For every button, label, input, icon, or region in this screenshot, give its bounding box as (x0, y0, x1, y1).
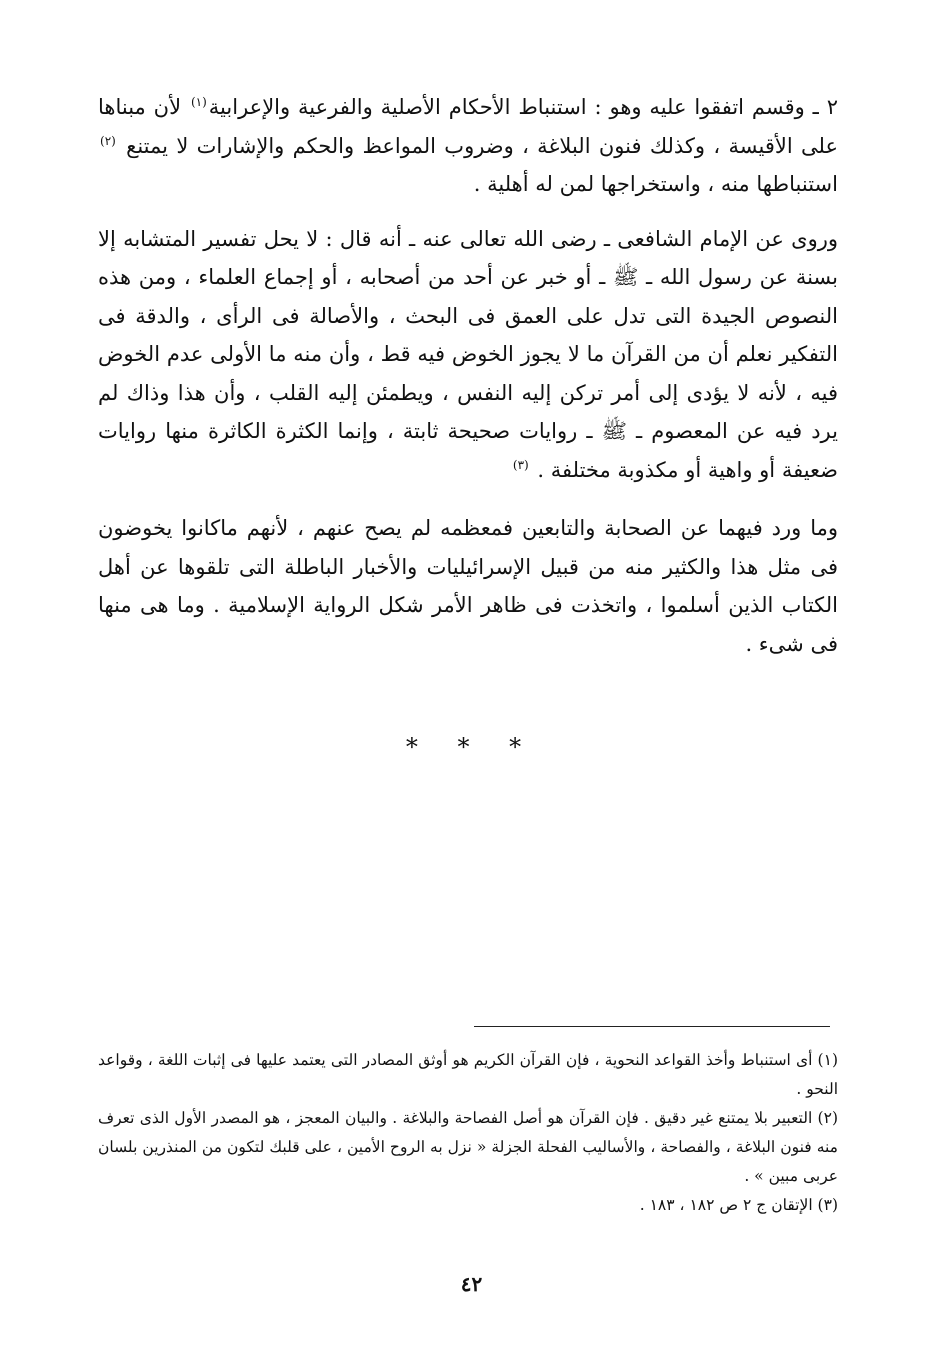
footnotes (98, 1046, 838, 1220)
footnote-ref-3: (٣) (512, 457, 529, 472)
paragraph-2 (98, 220, 838, 490)
paragraph-3-text: وما ورد فيهما عن الصحابة والتابعين فمعظمه لم يصح عنهم ، لأنهم ماكانوا يخوضون فى مثل هذا والكثير منه من قبيل الإسرائيليات والأخبار الباطلة التى تلقوها عن أهل الكتاب الذين أسلموا ، واتخذت فى ظاهر الأمر شكل الرواية الإسلامية . وما هى منها فى شىء . (98, 516, 838, 656)
paragraph-1-text-c: استنباطها منه ، واستخراجها لمن له أهلية . (473, 172, 838, 196)
footnote-ref-2: (٢) (100, 133, 116, 148)
paragraph-1-text-a: ٢ ـ وقسم اتفقوا عليه وهو : استنباط الأحكام الأصلية والفرعية والإعرابية (208, 95, 838, 119)
paragraph-1 (98, 88, 838, 204)
footnote-3: (٣) الإتقان ج ٢ ص ١٨٢ ، ١٨٣ . (639, 1196, 838, 1214)
footnote-ref-1: (١) (190, 95, 207, 109)
paragraph-2-text: وروى عن الإمام الشافعى ـ رضى الله تعالى عنه ـ أنه قال : لا يحل تفسير المتشابه إلا بسنة عن رسول الله ـ ﷺ ـ أو خبر عن أحد من أصحابه ، أو إجماع العلماء ، ومن هذه النصوص الجيدة التى تدل على العمق فى البحث ، والأصالة فى الرأى ، والدقة فى التفكير نعلم أن من القرآن ما لا يجوز الخوض فيه قط ، وأن منه ما الأولى عدم الخوض فيه ، لأنه لا يؤدى إلى أمر تركن إليه النفس ، ويطمئن إليه القلب ، وأن هذا وذاك لم يرد فيه عن المعصوم ـ ﷺ ـ روايات صحيحة ثابتة ، وإنما الكثرة الكاثرة منها روايات ضعيفة أو واهية أو مكذوبة مختلفة . (98, 226, 838, 482)
footnote-2: (٢) التعبير بلا يمتنع غير دقيق . فإن القرآن هو أصل الفصاحة والبلاغة . والبيان المعجز ، هو المصدر الأول الذى تعرف منه فنون البلاغة ، والفصاحة ، والأساليب الفحلة الجزلة « نزل به الروح الأمين ، على قلبك لتكون من المنذرين بلسان عربى مبين » . (98, 1109, 838, 1185)
page-number: ٤٢ (460, 1272, 483, 1296)
footnote-1: (١) أى استنباط وأخذ القواعد النحوية ، فإن القرآن الكريم هو أوثق المصادر التى يعتمد عليها فى إثبات اللغة ، وقواعد النحو . (98, 1051, 838, 1098)
paragraph-1-text-b: لأن مبناها على الأقيسة ، وكذلك فنون البلاغة ، وضروب المواعظ والحكم والإشارات لا يمتنع (98, 95, 838, 158)
footnote-divider (474, 1026, 830, 1027)
section-separator: * * * (405, 733, 538, 761)
main-text (98, 88, 838, 677)
paragraph-3 (98, 509, 838, 663)
